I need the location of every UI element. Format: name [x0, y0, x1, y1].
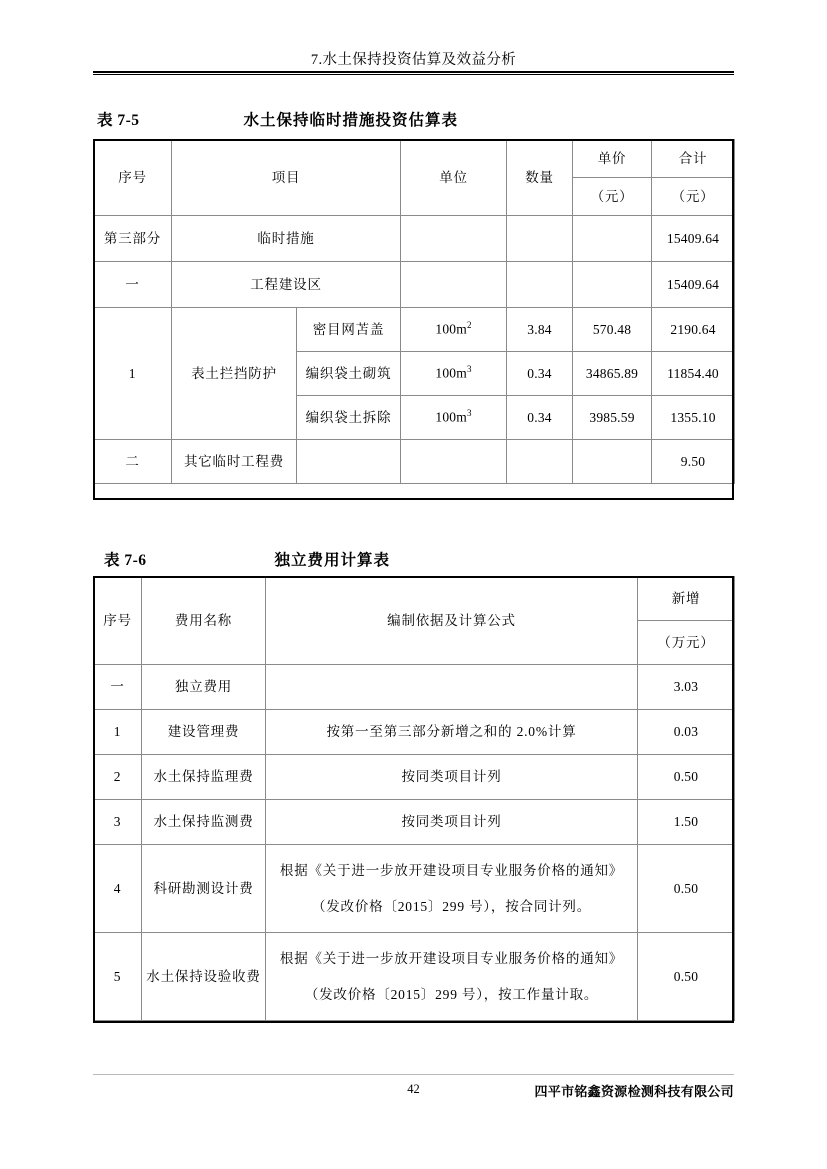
th-unit-price: 单价	[573, 140, 652, 178]
th-formula: 编制依据及计算公式	[266, 577, 638, 665]
cell-name: 建设管理费	[142, 710, 266, 755]
formula-line-2: （发改价格〔2015〕299 号），按合同计列。	[311, 898, 592, 914]
cell-seq: 2	[94, 755, 142, 800]
cell-formula	[266, 845, 638, 933]
cell-added: 1.50	[638, 800, 735, 845]
cell-formula	[266, 933, 638, 1021]
cell-unit-exponent: 3	[466, 408, 472, 419]
cell-quantity: 0.34	[507, 396, 573, 440]
cell-seq: 一	[94, 665, 142, 710]
cell-sub-item: 编织袋土砌筑	[297, 352, 401, 396]
table-76-caption	[104, 548, 390, 570]
table-row	[94, 800, 735, 845]
th-total-unit: （元）	[652, 178, 735, 216]
table-row	[94, 262, 735, 308]
table-row	[94, 933, 735, 1021]
cell-unit-price: 570.48	[573, 308, 652, 352]
cell-total: 2190.64	[652, 308, 735, 352]
cell-name: 水土保持监测费	[142, 800, 266, 845]
cell-added: 0.50	[638, 755, 735, 800]
cell-formula: 按第一至第三部分新增之和的 2.0%计算	[266, 710, 638, 755]
cell-added: 3.03	[638, 665, 735, 710]
table-row	[94, 710, 735, 755]
th-added-unit: （万元）	[638, 621, 735, 665]
cell-seq: 1	[94, 308, 172, 440]
cell-seq: 5	[94, 933, 142, 1021]
cell-item: 其它临时工程费	[172, 440, 297, 484]
table-76-header-row	[94, 577, 735, 621]
formula-line-1: 根据《关于进一步放开建设项目专业服务价格的通知》	[279, 950, 624, 966]
cell-seq: 3	[94, 800, 142, 845]
th-seq: 序号	[94, 140, 172, 216]
cell-unit-price: 34865.89	[573, 352, 652, 396]
page-number: 42	[407, 1082, 420, 1096]
cell-quantity	[507, 440, 573, 484]
cell-quantity: 3.84	[507, 308, 573, 352]
cell-seq: 二	[94, 440, 172, 484]
formula-line-2: （发改价格〔2015〕299 号），按工作量计取。	[304, 986, 599, 1002]
cell-unit	[401, 440, 507, 484]
th-quantity: 数量	[507, 140, 573, 216]
table-row	[94, 216, 735, 262]
cell-item: 临时措施	[172, 216, 401, 262]
cell-unit	[401, 352, 507, 396]
th-unit: 单位	[401, 140, 507, 216]
th-unit-price-unit: （元）	[573, 178, 652, 216]
th-total: 合计	[652, 140, 735, 178]
cell-seq: 一	[94, 262, 172, 308]
th-item: 项目	[172, 140, 401, 216]
th-name: 费用名称	[142, 577, 266, 665]
cell-seq: 第三部分	[94, 216, 172, 262]
footer-rule	[93, 1074, 734, 1075]
table-row	[94, 440, 735, 484]
footer-company: 四平市铭鑫资源检测科技有限公司	[534, 1084, 734, 1099]
table-75-header-row	[94, 140, 735, 178]
table-76-caption-title: 独立费用计算表	[274, 552, 391, 569]
table-row	[94, 665, 735, 710]
table-75-caption	[97, 108, 458, 130]
cell-unit-exponent: 2	[466, 320, 472, 331]
cell-sub-item: 密目网苫盖	[297, 308, 401, 352]
cell-sub-item: 编织袋土拆除	[297, 396, 401, 440]
cell-unit	[401, 262, 507, 308]
table-76	[93, 576, 735, 1021]
th-seq: 序号	[94, 577, 142, 665]
cell-quantity: 0.34	[507, 352, 573, 396]
table-row	[94, 845, 735, 933]
cell-total: 15409.64	[652, 262, 735, 308]
cell-seq: 1	[94, 710, 142, 755]
cell-total: 1355.10	[652, 396, 735, 440]
cell-total: 11854.40	[652, 352, 735, 396]
cell-unit	[401, 308, 507, 352]
table-row	[94, 308, 735, 352]
th-added: 新增	[638, 577, 735, 621]
cell-formula: 按同类项目计列	[266, 755, 638, 800]
cell-unit-value: 100m	[435, 409, 467, 425]
cell-added: 0.50	[638, 933, 735, 1021]
cell-unit-price: 3985.59	[573, 396, 652, 440]
cell-unit-price	[573, 262, 652, 308]
cell-name: 独立费用	[142, 665, 266, 710]
cell-sub-item	[297, 440, 401, 484]
running-head: 7.水土保持投资估算及效益分析	[310, 52, 517, 68]
cell-unit-value: 100m	[435, 321, 467, 337]
table-76-caption-number: 表 7-6	[104, 552, 147, 569]
cell-formula: 按同类项目计列	[266, 800, 638, 845]
running-head-rule	[93, 71, 734, 75]
cell-name: 科研勘测设计费	[142, 845, 266, 933]
cell-unit-price	[573, 440, 652, 484]
cell-item: 工程建设区	[172, 262, 401, 308]
cell-name: 水土保持监理费	[142, 755, 266, 800]
cell-unit-price	[573, 216, 652, 262]
table-75	[93, 139, 735, 484]
cell-added: 0.50	[638, 845, 735, 933]
cell-quantity	[507, 262, 573, 308]
formula-line-1: 根据《关于进一步放开建设项目专业服务价格的通知》	[279, 862, 624, 878]
cell-seq: 4	[94, 845, 142, 933]
cell-total: 15409.64	[652, 216, 735, 262]
table-row	[94, 755, 735, 800]
cell-total: 9.50	[652, 440, 735, 484]
table-75-caption-number: 表 7-5	[97, 112, 140, 129]
cell-unit	[401, 216, 507, 262]
cell-item: 表土拦挡防护	[172, 308, 297, 440]
cell-added: 0.03	[638, 710, 735, 755]
cell-unit-value: 100m	[435, 365, 467, 381]
cell-unit	[401, 396, 507, 440]
cell-name: 水土保持设验收费	[142, 933, 266, 1021]
table-75-caption-title: 水土保持临时措施投资估算表	[243, 112, 459, 129]
cell-formula	[266, 665, 638, 710]
cell-quantity	[507, 216, 573, 262]
cell-unit-exponent: 3	[466, 364, 472, 375]
